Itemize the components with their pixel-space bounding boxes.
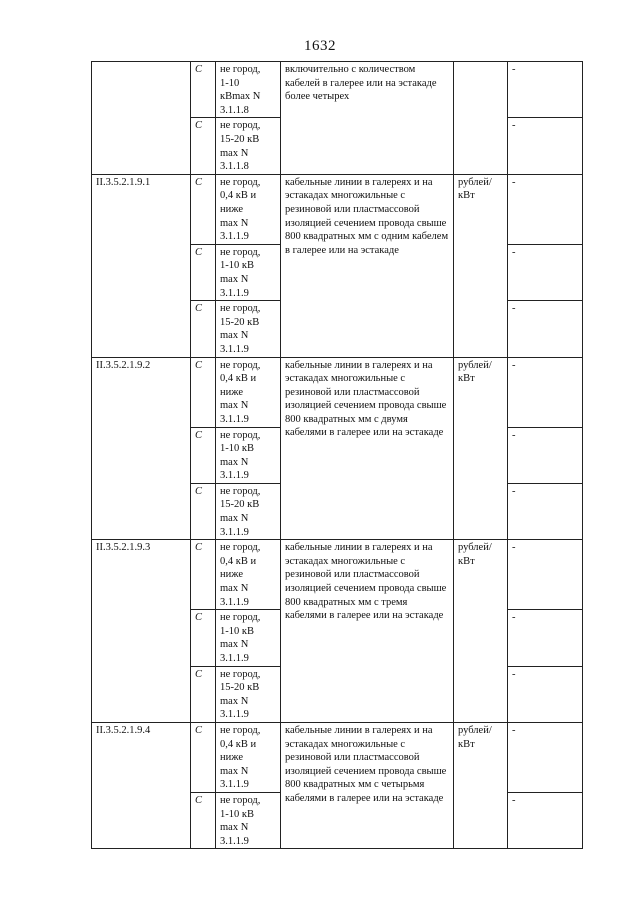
value-cell bbox=[508, 723, 583, 793]
value-cell bbox=[508, 357, 583, 427]
unit-cell-text: рублей/ кВт bbox=[458, 176, 492, 202]
description-cell bbox=[281, 174, 454, 357]
category-cell bbox=[191, 723, 216, 793]
tariff-code-cell bbox=[92, 174, 191, 357]
value-cell-text: - bbox=[512, 795, 516, 806]
category-cell-text: С bbox=[195, 120, 203, 132]
table-row bbox=[92, 540, 583, 610]
tariff-code-cell-text: II.3.5.2.1.9.4 bbox=[96, 725, 151, 736]
voltage-level-cell bbox=[216, 427, 281, 483]
value-cell-text: - bbox=[512, 303, 516, 315]
voltage-level-cell bbox=[216, 244, 281, 300]
table-row bbox=[92, 723, 583, 793]
value-cell bbox=[508, 666, 583, 722]
description-cell-text: включительно с количеством кабелей в галерее или на эстакаде более четырех bbox=[285, 64, 437, 103]
category-cell bbox=[191, 483, 216, 539]
voltage-level-cell-text: не город, 0,4 кВ и ниже max N 3.1.1.9 bbox=[220, 725, 261, 791]
value-cell-text: - bbox=[512, 429, 516, 441]
voltage-level-cell-text: не город, 0,4 кВ и ниже max N 3.1.1.9 bbox=[220, 542, 261, 608]
voltage-level-cell-text: не город, 1-10 кВ max N 3.1.1.9 bbox=[220, 429, 261, 482]
voltage-level-cell bbox=[216, 793, 281, 849]
value-cell-text: - bbox=[512, 725, 516, 736]
voltage-level-cell bbox=[216, 483, 281, 539]
category-cell-text: С bbox=[195, 64, 203, 75]
unit-cell-text: рублей/ кВт bbox=[458, 359, 492, 385]
value-cell-text: - bbox=[512, 485, 516, 497]
category-cell-text: С bbox=[195, 612, 203, 624]
value-cell bbox=[508, 793, 583, 849]
category-cell bbox=[191, 244, 216, 300]
description-cell-text: кабельные линии в галереях и на эстакадах многожильные с резиновой или пластмассовой изоляцией сечением провода свыше 800 квадратных мм с одним кабелем в галерее или на эстакаде bbox=[285, 176, 449, 256]
voltage-level-cell bbox=[216, 540, 281, 610]
description-cell bbox=[281, 723, 454, 849]
description-cell-text: кабельные линии в галереях и на эстакадах многожильные с резиновой или пластмассовой изоляцией сечением провода свыше 800 квадратных мм с четырьмя кабелями в галерее или на эстакаде bbox=[285, 725, 447, 804]
value-cell-text: - bbox=[512, 612, 516, 624]
voltage-level-cell-text: не город, 0,4 кВ и ниже max N 3.1.1.9 bbox=[220, 176, 261, 243]
tariff-code-cell-text: II.3.5.2.1.9.3 bbox=[96, 542, 151, 554]
value-cell-text: - bbox=[512, 542, 516, 554]
value-cell-text: - bbox=[512, 246, 516, 258]
value-cell bbox=[508, 483, 583, 539]
value-cell bbox=[508, 62, 583, 118]
tariff-code-cell bbox=[92, 62, 191, 175]
category-cell-text: С bbox=[195, 359, 203, 371]
category-cell bbox=[191, 793, 216, 849]
tariff-code-cell-text: II.3.5.2.1.9.1 bbox=[96, 176, 151, 188]
description-cell bbox=[281, 62, 454, 175]
unit-cell-text: рублей/ кВт bbox=[458, 725, 492, 750]
category-cell bbox=[191, 118, 216, 174]
category-cell bbox=[191, 540, 216, 610]
value-cell bbox=[508, 301, 583, 357]
value-cell bbox=[508, 174, 583, 244]
unit-cell bbox=[454, 62, 508, 175]
voltage-level-cell-text: не город, 15-20 кВ max N 3.1.1.9 bbox=[220, 668, 261, 721]
value-cell bbox=[508, 610, 583, 666]
category-cell-text: С bbox=[195, 668, 203, 680]
voltage-level-cell bbox=[216, 723, 281, 793]
voltage-level-cell-text: не город, 1-10 кВ max N 3.1.1.9 bbox=[220, 795, 261, 847]
voltage-level-cell-text: не город, 15-20 кВ max N 3.1.1.9 bbox=[220, 303, 261, 355]
category-cell-text: С bbox=[195, 176, 203, 188]
category-cell bbox=[191, 427, 216, 483]
category-cell-text: С bbox=[195, 542, 203, 554]
voltage-level-cell-text: не город, 1-10 кВmax N 3.1.1.8 bbox=[220, 64, 261, 116]
category-cell-text: С bbox=[195, 725, 203, 736]
voltage-level-cell bbox=[216, 118, 281, 174]
value-cell-text: - bbox=[512, 668, 516, 680]
category-cell bbox=[191, 666, 216, 722]
description-cell-text: кабельные линии в галереях и на эстакадах многожильные с резиновой или пластмассовой изоляцией сечением провода свыше 800 квадратных мм с двумя кабелями в галерее или на эстакаде bbox=[285, 359, 447, 439]
category-cell-text: С bbox=[195, 795, 203, 806]
category-cell-text: С bbox=[195, 485, 203, 497]
category-cell-text: С bbox=[195, 429, 203, 441]
tariff-code-cell-text: II.3.5.2.1.9.2 bbox=[96, 359, 151, 371]
category-cell-text: С bbox=[195, 303, 203, 315]
value-cell-text: - bbox=[512, 120, 516, 132]
tariff-table bbox=[91, 61, 583, 849]
table-row bbox=[92, 174, 583, 244]
category-cell-text: С bbox=[195, 246, 203, 258]
unit-cell bbox=[454, 174, 508, 357]
unit-cell-text: рублей/ кВт bbox=[458, 542, 492, 567]
tariff-code-cell bbox=[92, 357, 191, 540]
value-cell bbox=[508, 540, 583, 610]
unit-cell bbox=[454, 723, 508, 849]
table-row bbox=[92, 357, 583, 427]
voltage-level-cell bbox=[216, 174, 281, 244]
voltage-level-cell-text: не город, 1-10 кВ max N 3.1.1.9 bbox=[220, 612, 261, 665]
tariff-code-cell bbox=[92, 723, 191, 849]
description-cell bbox=[281, 540, 454, 723]
tariff-table-body bbox=[92, 62, 583, 849]
voltage-level-cell-text: не город, 15-20 кВ max N 3.1.1.9 bbox=[220, 485, 261, 538]
voltage-level-cell bbox=[216, 357, 281, 427]
value-cell-text: - bbox=[512, 359, 516, 371]
voltage-level-cell bbox=[216, 610, 281, 666]
category-cell bbox=[191, 357, 216, 427]
value-cell bbox=[508, 427, 583, 483]
voltage-level-cell bbox=[216, 301, 281, 357]
voltage-level-cell-text: не город, 0,4 кВ и ниже max N 3.1.1.9 bbox=[220, 359, 261, 425]
description-cell-text: кабельные линии в галереях и на эстакадах многожильные с резиновой или пластмассовой изоляцией сечением провода свыше 800 квадратных мм с тремя кабелями в галерее или на эстакаде bbox=[285, 542, 447, 622]
voltage-level-cell-text: не город, 1-10 кВ max N 3.1.1.9 bbox=[220, 246, 261, 299]
voltage-level-cell bbox=[216, 666, 281, 722]
voltage-level-cell bbox=[216, 62, 281, 118]
voltage-level-cell-text: не город, 15-20 кВ max N 3.1.1.8 bbox=[220, 120, 261, 173]
tariff-code-cell bbox=[92, 540, 191, 723]
category-cell bbox=[191, 301, 216, 357]
category-cell bbox=[191, 610, 216, 666]
description-cell bbox=[281, 357, 454, 540]
unit-cell bbox=[454, 357, 508, 540]
value-cell bbox=[508, 118, 583, 174]
value-cell bbox=[508, 244, 583, 300]
table-row bbox=[92, 62, 583, 118]
unit-cell bbox=[454, 540, 508, 723]
value-cell-text: - bbox=[512, 64, 516, 75]
value-cell-text: - bbox=[512, 176, 516, 188]
page-number: 1632 bbox=[304, 38, 336, 54]
category-cell bbox=[191, 174, 216, 244]
category-cell bbox=[191, 62, 216, 118]
